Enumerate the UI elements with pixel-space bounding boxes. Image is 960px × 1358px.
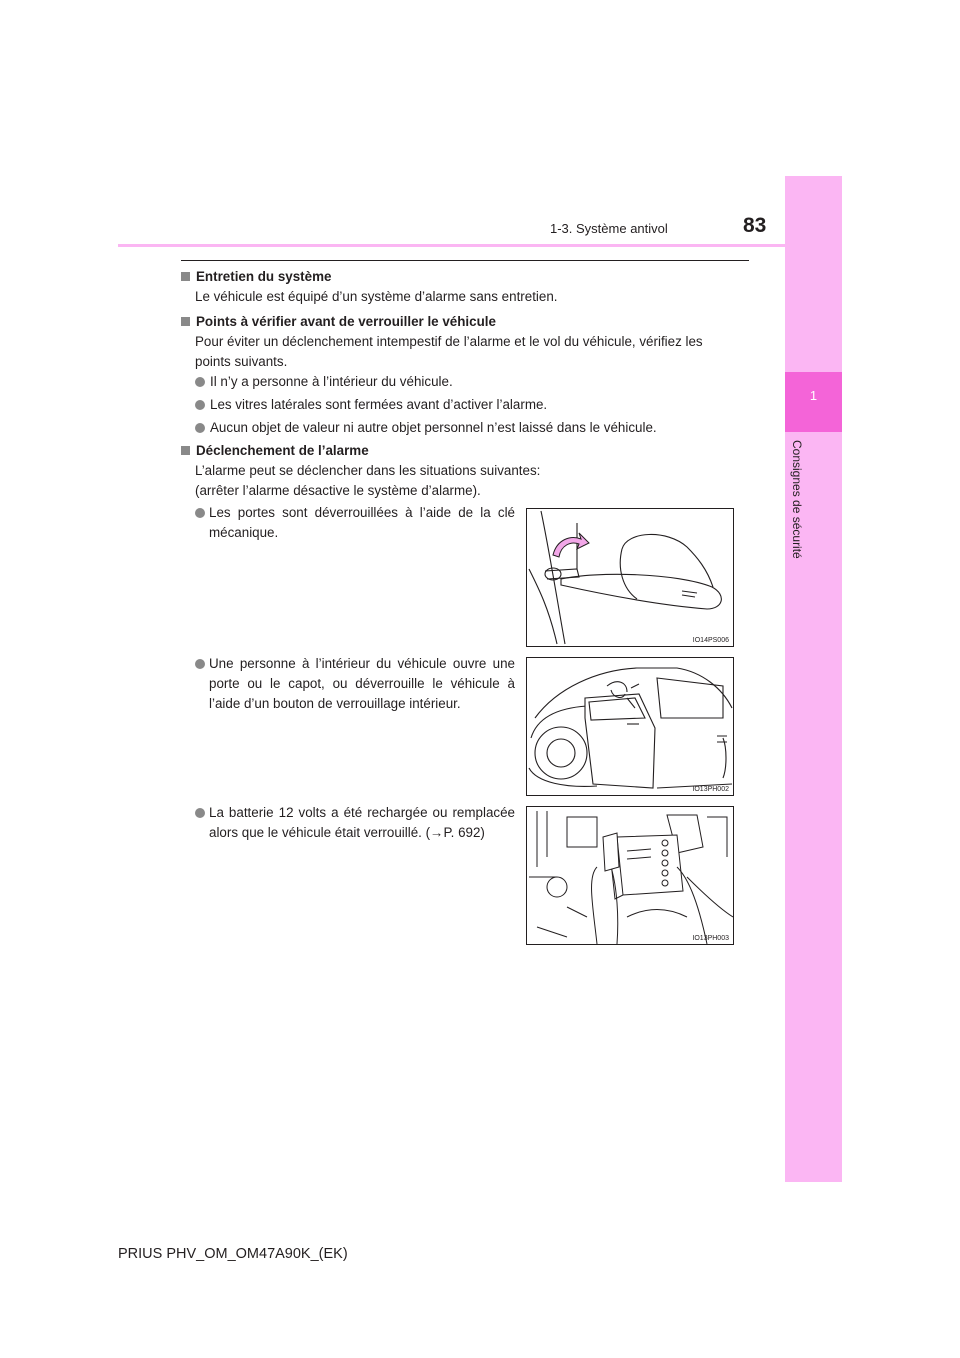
paragraph-line: points suivants. — [195, 354, 288, 369]
footer-doc-id: PRIUS PHV_OM_OM47A90K_(EK) — [118, 1246, 348, 1262]
section-alarm-trigger — [181, 441, 749, 501]
figure-door-key — [526, 508, 734, 647]
round-bullet-icon — [195, 659, 205, 669]
list-item: La batterie 12 volts a été rechargée ou remplacée alors que le véhicule était verrouillé. (→P. 692) — [195, 803, 515, 843]
square-bullet-icon — [181, 317, 190, 326]
round-bullet-icon — [195, 808, 205, 818]
round-bullet-icon — [195, 400, 205, 410]
round-bullet-icon — [195, 423, 205, 433]
car-door-open-illustration — [527, 658, 733, 795]
square-bullet-icon — [181, 272, 190, 281]
paragraph-line: Pour éviter un déclenchement intempestif de l’alarme et le vol du véhicule, vérifiez les — [195, 334, 703, 349]
battery-illustration — [527, 807, 733, 944]
chapter-title: Consignes de sécurité — [790, 440, 804, 559]
figure-person-inside — [526, 657, 734, 796]
round-bullet-icon — [195, 508, 205, 518]
round-bullet-icon — [195, 377, 205, 387]
chapter-number: 1 — [809, 388, 818, 403]
figure-battery — [526, 806, 734, 945]
list-item: Aucun objet de valeur ni autre objet personnel n’est laissé dans le véhicule. — [195, 418, 657, 438]
list-item: Une personne à l’intérieur du véhicule ouvre une porte ou le capot, ou déverrouille le véhicule à l’aide d’un bouton de verrouillage intérieur. — [195, 654, 515, 714]
chapter-sidebar — [785, 176, 842, 1182]
figure-code: IO13PH003 — [692, 935, 729, 942]
paragraph-line: L’alarme peut se déclencher dans les situations suivantes: — [195, 463, 541, 478]
header-divider — [118, 244, 842, 247]
door-handle-illustration — [527, 509, 733, 646]
section-heading: Entretien du système — [196, 269, 332, 284]
list-item: Il n’y a personne à l’intérieur du véhicule. — [195, 372, 453, 392]
section-heading: Points à vérifier avant de verrouiller le véhicule — [196, 314, 496, 329]
paragraph: Le véhicule est équipé d’un système d’alarme sans entretien. — [195, 289, 558, 304]
section-heading: Déclenchement de l’alarme — [196, 443, 369, 458]
section-title: 1-3. Système antivol — [550, 221, 668, 236]
square-bullet-icon — [181, 446, 190, 455]
list-item: Les vitres latérales sont fermées avant d’activer l’alarme. — [195, 395, 547, 415]
figure-code: IO13PH002 — [692, 786, 729, 793]
figure-code: IO14PS006 — [692, 637, 729, 644]
paragraph-line: (arrêter l’alarme désactive le système d’alarme). — [195, 483, 481, 498]
content-rule — [181, 260, 749, 261]
section-maintenance — [181, 267, 749, 307]
section-check-points — [181, 312, 749, 372]
page-number: 83 — [743, 214, 767, 237]
list-item: Les portes sont déverrouillées à l’aide de la clé mécanique. — [195, 503, 515, 543]
